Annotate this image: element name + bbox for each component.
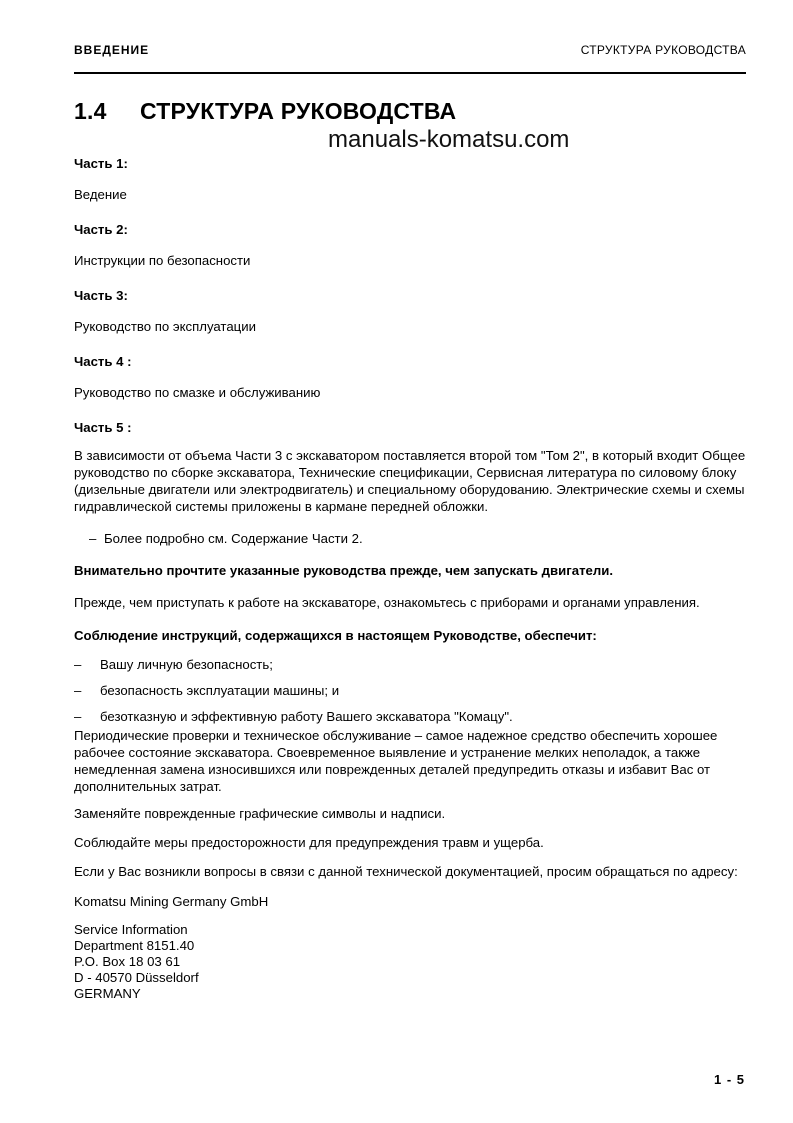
address-block	[74, 922, 746, 1002]
benefits-list	[74, 656, 746, 725]
dash-bullet: –	[89, 531, 97, 546]
running-header	[74, 42, 746, 74]
dash-bullet: –	[74, 657, 82, 672]
benefit-item-1	[74, 656, 746, 673]
part-4-body: Руководство по смазке и обслуживанию	[74, 385, 321, 400]
read-warning-paragraph: Внимательно прочтите указанные руководства прежде, чем запускать двигатели.	[74, 563, 614, 578]
dash-bullet: –	[74, 709, 82, 724]
section-title-text: СТРУКТУРА РУКОВОДСТВА	[140, 98, 457, 124]
part-2-heading: Часть 2:	[74, 222, 128, 237]
contact-paragraph: Если у Вас возникли вопросы в связи с данной технической документацией, просим обращаться по адресу:	[74, 864, 738, 879]
part-5-heading: Часть 5 :	[74, 420, 132, 435]
section-number: 1.4	[74, 98, 107, 124]
dash-bullet: –	[74, 683, 82, 698]
part-1-heading: Часть 1:	[74, 156, 128, 171]
replace-symbols-paragraph: Заменяйте поврежденные графические символы и надписи.	[74, 806, 446, 821]
note-text: Более подробно см. Содержание Части 2.	[104, 531, 363, 546]
page-title	[74, 99, 746, 123]
address-line: GERMANY	[74, 986, 141, 1001]
part-3-body: Руководство по эксплуатации	[74, 319, 256, 334]
header-chapter-label: ВВЕДЕНИЕ	[74, 43, 150, 57]
part-1-body: Ведение	[74, 187, 127, 202]
benefit-text: Вашу личную безопасность;	[100, 657, 273, 672]
note-item	[74, 530, 746, 547]
address-line: D - 40570 Düsseldorf	[74, 970, 199, 985]
header-section-label: СТРУКТУРА РУКОВОДСТВА	[580, 43, 746, 57]
familiarize-paragraph: Прежде, чем приступать к работе на экскаваторе, ознакомьтесь с приборами и органами управления.	[74, 595, 700, 610]
compliance-heading: Соблюдение инструкций, содержащихся в настоящем Руководстве, обеспечит:	[74, 628, 597, 643]
part-4-heading: Часть 4 :	[74, 354, 132, 369]
part-2-body: Инструкции по безопасности	[74, 253, 251, 268]
part-3-heading: Часть 3:	[74, 288, 128, 303]
address-line: Service Information	[74, 922, 188, 937]
page-number: 1 - 5	[713, 1072, 745, 1087]
watermark-text: manuals-komatsu.com	[328, 126, 570, 153]
benefit-item-3	[74, 708, 746, 725]
part-5-body: В зависимости от объема Части 3 с экскаватором поставляется второй том "Том 2", в который входит Общее руководство по сборке экскаватора, Технические спецификации, Сервисная литература по силовому блоку (дизельные двигатели или электродвигатель) и специальному оборудованию. Электрические схемы и схемы гидравлической системы приложены в кармане передней обложки.	[74, 448, 746, 514]
precautions-paragraph: Соблюдайте меры предосторожности для предупреждения травм и ущерба.	[74, 835, 544, 850]
benefit-text: безопасность эксплуатации машины; и	[100, 683, 340, 698]
benefit-text: безотказную и эффективную работу Вашего экскаватора "Комацу".	[100, 709, 513, 724]
address-line: P.O. Box 18 03 61	[74, 954, 181, 969]
address-line: Department 8151.40	[74, 938, 195, 953]
benefit-item-2	[74, 682, 746, 699]
maintenance-paragraph: Периодические проверки и техническое обслуживание – самое надежное средство обеспечить хорошее рабочее состояние экскаватора. Своевременное выявление и устранение мелких неполадок, а также немедленная замена износившихся или поврежденных деталей предупредить отказы и избавит Вас от дополнительных затрат.	[74, 728, 718, 794]
company-name: Komatsu Mining Germany GmbH	[74, 894, 269, 909]
